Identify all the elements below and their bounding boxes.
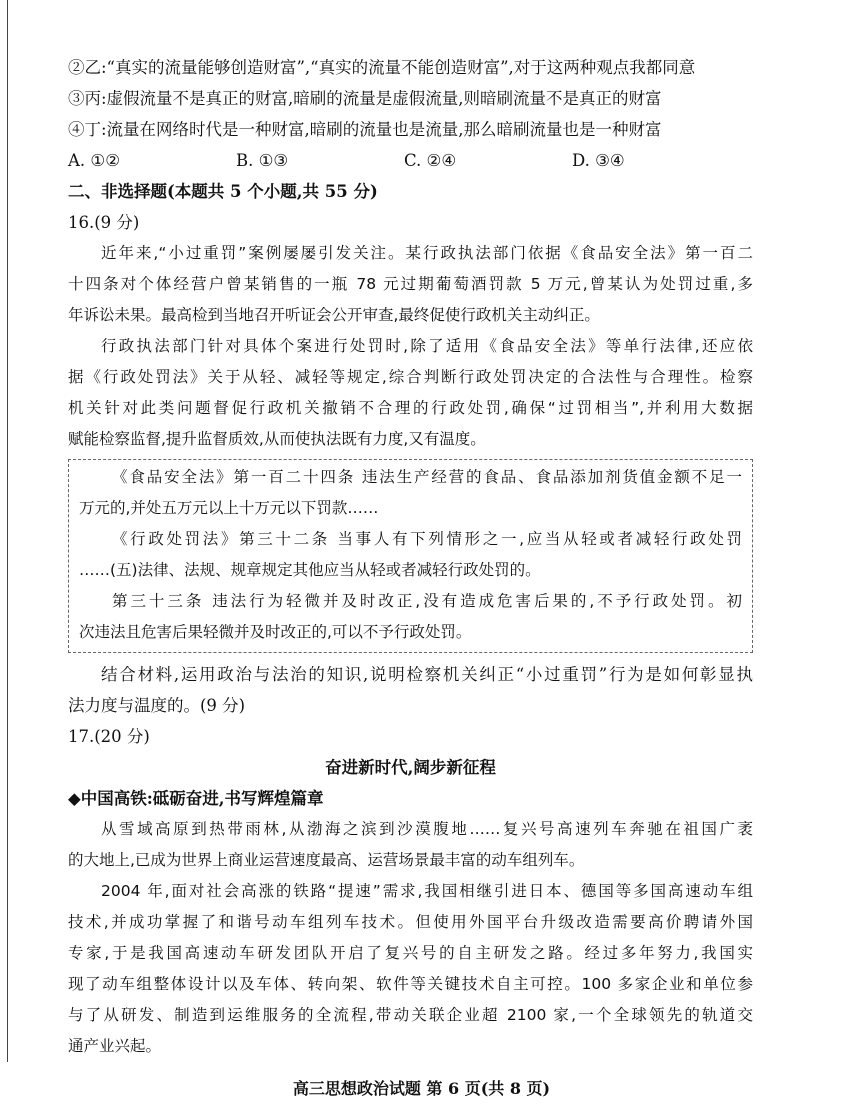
text-line: 通产业兴起。 [68, 1037, 162, 1055]
law-line: 万元的,并处五万元以上十万元以下罚款…… [79, 499, 379, 517]
text-line: 技术,并成功掌握了和谐号动车组列车技术。但使用外国平台升级改造需要高价聘请外国 [68, 913, 753, 931]
text-line: 十四条对个体经营户曾某销售的一瓶 78 元过期葡萄酒罚款 5 万元,曾某认为处罚过重,多 [68, 275, 753, 293]
option-statements [68, 52, 753, 145]
left-margin-rule [7, 0, 8, 1062]
text-line: 现了动车组整体设计以及车体、转向架、软件等关键技术自主可控。100 多家企业和单位参 [68, 975, 753, 993]
q16-paragraph-1 [68, 238, 753, 331]
law-line: ……(五)法律、法规、规章规定其他应当从轻或者减轻行政处罚的。 [79, 561, 541, 579]
q16-number: 16.(9 分) [68, 213, 140, 232]
text-line: 专家,于是我国高速动车研发团队开启了复兴号的自主研发之路。经过多年努力,我国实 [68, 944, 753, 962]
q16-question [68, 659, 753, 721]
choice-b: B. ①③ [236, 151, 289, 170]
option-statement-2: ②乙:“真实的流量能够创造财富”,“真实的流量不能创造财富”,对于这两种观点我都同意 [68, 58, 696, 77]
q17-title: 奋进新时代,阔步新征程 [325, 758, 496, 777]
text-line: 的大地上,已成为世界上商业运营速度最高、运营场景最丰富的动车组列车。 [68, 851, 585, 869]
text-line: 据《行政处罚法》关于从轻、减轻等规定,综合判断行政处罚决定的合法性与合理性。检察 [68, 368, 753, 386]
answer-choices [68, 145, 753, 176]
text-line: 从雪域高原到热带雨林,从渤海之滨到沙漠腹地……复兴号高速列车奔驰在祖国广袤 [101, 820, 753, 838]
law-excerpt-box [68, 459, 753, 653]
section-2-title: 二、非选择题(本题共 5 个小题,共 55 分) [68, 182, 378, 201]
text-line: 机关针对此类问题督促行政机关撤销不合理的行政处罚,确保“过罚相当”,并利用大数据 [68, 399, 753, 417]
q17-paragraph-2 [68, 876, 753, 1062]
text-line: 近年来,“小过重罚”案例屡屡引发关注。某行政执法部门依据《食品安全法》第一百二 [101, 244, 753, 262]
text-line: 2004 年,面对社会高涨的铁路“提速”需求,我国相继引进日本、德国等多国高速动车组 [101, 882, 753, 900]
text-line: 与了从研发、制造到运维服务的全流程,带动关联企业超 2100 家,一个全球领先的轨道交 [68, 1006, 753, 1024]
question-line: 法力度与温度的。(9 分) [68, 696, 246, 715]
law-line: 次违法且危害后果轻微并及时改正的,可以不予行政处罚。 [79, 623, 472, 641]
choice-c: C. ②④ [404, 151, 457, 170]
choice-a: A. ①② [68, 151, 120, 170]
page-footer: 高三思想政治试题 第 6 页(共 8 页) [292, 1079, 551, 1098]
exam-page [68, 52, 753, 1062]
choice-d: D. ③④ [572, 151, 625, 170]
q17-number: 17.(20 分) [68, 727, 150, 746]
option-statement-3: ③丙:虚假流量不是真正的财富,暗刷的流量是虚假流量,则暗刷流量不是真正的财富 [68, 89, 662, 108]
law-line: 第三十三条 违法行为轻微并及时改正,没有造成危害后果的,不予行政处罚。初 [112, 592, 742, 610]
option-statement-4: ④丁:流量在网络时代是一种财富,暗刷的流量也是流量,那么暗刷流量也是一种财富 [68, 120, 662, 139]
law-line: 《食品安全法》第一百二十四条 违法生产经营的食品、食品添加剂货值金额不足一 [112, 468, 742, 486]
text-line: 行政执法部门针对具体个案进行处罚时,除了适用《食品安全法》等单行法律,还应依 [101, 337, 753, 355]
question-line: 结合材料,运用政治与法治的知识,说明检察机关纠正“小过重罚”行为是如何彰显执 [101, 665, 753, 684]
q17-bullet-heading: ◆中国高铁:砥砺奋进,书写辉煌篇章 [68, 789, 324, 808]
law-line: 《行政处罚法》第三十二条 当事人有下列情形之一,应当从轻或者减轻行政处罚 [112, 530, 742, 548]
text-line: 赋能检察监督,提升监督质效,从而使执法既有力度,又有温度。 [68, 430, 486, 448]
text-line: 年诉讼未果。最高检到当地召开听证会公开审查,最终促使行政机关主动纠正。 [68, 306, 600, 324]
q16-paragraph-2 [68, 331, 753, 455]
q17-paragraph-1 [68, 814, 753, 876]
